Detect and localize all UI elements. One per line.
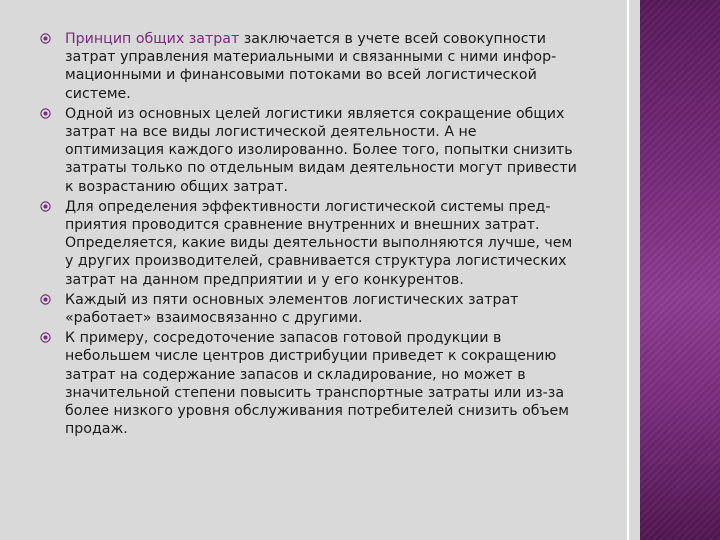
bullet-highlight: Принцип общих затрат xyxy=(65,31,240,47)
gap-strip xyxy=(629,0,640,540)
circled-dot-icon xyxy=(40,294,51,305)
bullet-item xyxy=(40,30,580,103)
bullet-item xyxy=(40,329,580,438)
circled-dot-icon xyxy=(40,33,51,44)
circled-dot-icon xyxy=(40,201,51,212)
bullet-item xyxy=(40,291,580,327)
bullet-text: Одной из основных целей логистики является сокращение общих затрат на все виды логистической деятельности. А не оптимизация каждого изолированно. Более того, попытки снизить затраты только по отдельным видам деятельности могут привести к возрастанию общих затрат. xyxy=(65,105,577,195)
bullet-text: Для определения эффективности логистической системы пред-приятия проводится сравнение внутренних и внешних затрат. Определяется, какие виды деятельности выполняются лучше, чем у других производителей, сравнивается структура логистических затрат на данном предприятии и у его конкурентов. xyxy=(65,198,573,288)
circled-dot-icon xyxy=(40,332,51,343)
bullet-list xyxy=(40,30,580,440)
bullet-text: Каждый из пяти основных элементов логистических затрат «работает» взаимосвязанно с другими. xyxy=(65,291,519,327)
bullet-item xyxy=(40,105,580,196)
bullet-text: К примеру, сосредоточение запасов готовой продукции в небольшем числе центров дистрибуции приведет к сокращению затрат на содержание запасов и складирование, но может в значительной степени повысить транспортные затраты или из-за более низкого уровня обслуживания потребителей снизить объем продаж. xyxy=(65,330,569,438)
bullet-text: заключается в учете всей совокупности затрат управления материальными и связанными с ними инфор-мационными и финансовыми потоками во всей логистической системе. xyxy=(65,31,557,102)
decorative-side-panel xyxy=(640,0,720,540)
side-panel-texture xyxy=(640,0,720,540)
bullet-item xyxy=(40,198,580,289)
circled-dot-icon xyxy=(40,108,51,119)
